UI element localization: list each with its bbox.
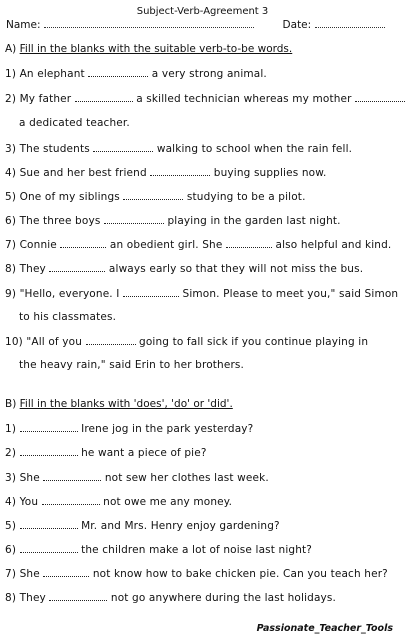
header-row bbox=[6, 19, 399, 33]
section-b-instruction: Fill in the blanks with 'does', 'do' or 'did'. bbox=[19, 398, 233, 410]
q-text: Simon. Please to meet you," said Simon bbox=[182, 288, 399, 300]
q-text: You bbox=[19, 496, 39, 508]
q-text: buying supplies now. bbox=[213, 167, 327, 179]
q-text: a skilled technician whereas my mother bbox=[136, 93, 352, 105]
answer-blank[interactable] bbox=[93, 142, 153, 152]
answer-blank[interactable] bbox=[86, 335, 136, 345]
a-question-2-cont bbox=[19, 117, 130, 129]
answer-blank[interactable] bbox=[49, 262, 105, 272]
q-num: 2) bbox=[5, 447, 17, 459]
name-label: Name: bbox=[6, 19, 41, 31]
b-question-7 bbox=[5, 567, 388, 580]
answer-blank[interactable] bbox=[20, 519, 78, 529]
q-text: the heavy rain," said Erin to her brothers. bbox=[19, 359, 245, 371]
q-text: She bbox=[19, 568, 40, 580]
b-question-2 bbox=[5, 446, 207, 459]
q-num: 1) bbox=[5, 423, 17, 435]
b-question-4 bbox=[5, 495, 232, 508]
q-text: to his classmates. bbox=[19, 311, 117, 323]
q-text: Irene jog in the park yesterday? bbox=[81, 423, 254, 435]
q-text: They bbox=[19, 263, 46, 275]
answer-blank[interactable] bbox=[75, 92, 133, 102]
b-question-5 bbox=[5, 519, 280, 532]
q-text: They bbox=[19, 592, 46, 604]
q-num: 4) bbox=[5, 167, 17, 179]
q-text: She bbox=[19, 472, 40, 484]
q-num: 1) bbox=[5, 68, 17, 80]
a-question-3 bbox=[5, 142, 352, 155]
answer-blank[interactable] bbox=[49, 591, 107, 601]
answer-blank[interactable] bbox=[104, 214, 164, 224]
q-text: Connie bbox=[19, 239, 57, 251]
section-b-heading bbox=[5, 398, 233, 410]
q-num: 4) bbox=[5, 496, 17, 508]
a-question-6 bbox=[5, 214, 341, 227]
a-question-4 bbox=[5, 166, 327, 179]
answer-blank[interactable] bbox=[226, 238, 272, 248]
q-text: going to fall sick if you continue playing in bbox=[139, 336, 369, 348]
q-text: an obedient girl. She bbox=[109, 239, 223, 251]
q-num: 7) bbox=[5, 568, 17, 580]
a-question-10 bbox=[5, 335, 368, 348]
q-text: The three boys bbox=[19, 215, 101, 227]
q-num: 9) bbox=[5, 288, 17, 300]
q-text: a very strong animal. bbox=[151, 68, 267, 80]
answer-blank[interactable] bbox=[123, 287, 179, 297]
q-num: 10) bbox=[5, 336, 23, 348]
q-text: Mr. and Mrs. Henry enjoy gardening? bbox=[81, 520, 280, 532]
answer-blank[interactable] bbox=[20, 446, 78, 456]
q-text: not know how to bake chicken pie. Can you teach her? bbox=[92, 568, 388, 580]
b-question-6 bbox=[5, 543, 312, 556]
a-question-9-cont bbox=[19, 311, 116, 323]
section-b-label: B) bbox=[5, 398, 17, 410]
q-num: 3) bbox=[5, 472, 17, 484]
b-question-1 bbox=[5, 422, 253, 435]
q-text: also helpful and kind. bbox=[275, 239, 392, 251]
q-num: 3) bbox=[5, 143, 17, 155]
q-text: My father bbox=[19, 93, 72, 105]
date-label: Date: bbox=[282, 19, 312, 31]
q-text: Sue and her best friend bbox=[19, 167, 147, 179]
q-num: 5) bbox=[5, 191, 17, 203]
q-text: An elephant bbox=[19, 68, 85, 80]
a-question-1 bbox=[5, 67, 267, 80]
q-text: playing in the garden last night. bbox=[167, 215, 341, 227]
b-question-3 bbox=[5, 471, 269, 484]
q-text: "Hello, everyone. I bbox=[19, 288, 120, 300]
answer-blank[interactable] bbox=[20, 543, 78, 553]
answer-blank[interactable] bbox=[88, 67, 148, 77]
answer-blank[interactable] bbox=[43, 471, 101, 481]
answer-blank[interactable] bbox=[43, 567, 89, 577]
q-text: not sew her clothes last week. bbox=[104, 472, 269, 484]
q-text: a dedicated teacher. bbox=[19, 117, 130, 129]
q-num: 5) bbox=[5, 520, 17, 532]
worksheet-title: Subject-Verb-Agreement 3 bbox=[136, 6, 269, 17]
a-question-5 bbox=[5, 190, 306, 203]
section-a-instruction: Fill in the blanks with the suitable verb-to-be words. bbox=[19, 43, 293, 55]
q-num: 8) bbox=[5, 592, 17, 604]
q-text: The students bbox=[19, 143, 90, 155]
q-text: the children make a lot of noise last night? bbox=[81, 544, 313, 556]
q-text: walking to school when the rain fell. bbox=[156, 143, 353, 155]
answer-blank[interactable] bbox=[355, 92, 405, 102]
q-num: 7) bbox=[5, 239, 17, 251]
q-text: he want a piece of pie? bbox=[81, 447, 207, 459]
q-text: studying to be a pilot. bbox=[186, 191, 306, 203]
a-question-9 bbox=[5, 287, 398, 300]
q-num: 6) bbox=[5, 215, 17, 227]
q-num: 8) bbox=[5, 263, 17, 275]
b-question-8 bbox=[5, 591, 336, 604]
section-a-label: A) bbox=[5, 43, 17, 55]
section-a-heading bbox=[5, 43, 292, 55]
answer-blank[interactable] bbox=[60, 238, 106, 248]
answer-blank[interactable] bbox=[123, 190, 183, 200]
q-num: 6) bbox=[5, 544, 17, 556]
answer-blank[interactable] bbox=[150, 166, 210, 176]
answer-blank[interactable] bbox=[20, 422, 78, 432]
a-question-8 bbox=[5, 262, 363, 275]
date-blank[interactable] bbox=[315, 19, 385, 28]
q-text: not owe me any money. bbox=[103, 496, 233, 508]
footer-credit: Passionate_Teacher_Tools bbox=[256, 623, 393, 634]
a-question-2 bbox=[5, 92, 405, 105]
q-text: "All of you bbox=[26, 336, 83, 348]
a-question-7 bbox=[5, 238, 391, 251]
q-num: 2) bbox=[5, 93, 17, 105]
a-question-10-cont bbox=[19, 359, 244, 371]
q-text: One of my siblings bbox=[19, 191, 120, 203]
answer-blank[interactable] bbox=[42, 495, 100, 505]
name-blank[interactable] bbox=[44, 19, 254, 28]
q-text: not go anywhere during the last holidays. bbox=[110, 592, 337, 604]
q-text: always early so that they will not miss the bus. bbox=[108, 263, 364, 275]
